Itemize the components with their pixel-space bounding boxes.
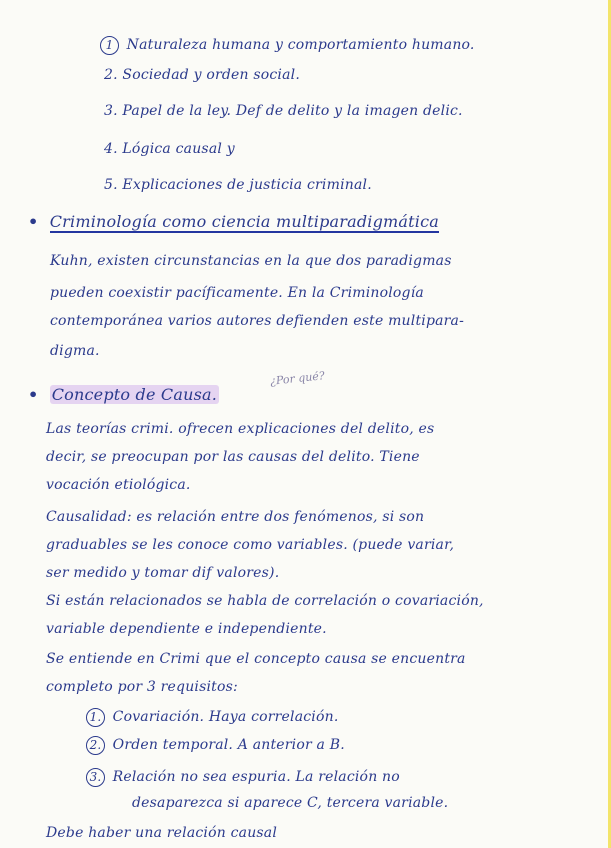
section1-line-1: Kuhn, existen circunstancias en la que dos paradigmas (50, 253, 452, 269)
list1-num: 3. (104, 103, 118, 119)
list2-item-3 (86, 768, 400, 787)
section2-heading-row (28, 386, 219, 404)
list2-item-3-continued: desaparezca si aparece C, tercera variable. (132, 795, 449, 811)
margin-note: ¿Por qué? (269, 369, 326, 388)
list2-num: 3. (86, 768, 105, 787)
section2-line-8: variable dependiente e independiente. (46, 621, 327, 637)
list1-text: Explicaciones de justicia criminal. (122, 177, 372, 193)
section2-line-10: completo por 3 requisitos: (46, 679, 238, 695)
section2-heading: Concepto de Causa. (51, 385, 218, 404)
bullet-icon: • (28, 385, 39, 404)
list1-num: 1 (100, 36, 119, 55)
list2-num: 2. (86, 736, 105, 755)
section2-line-2: decir, se preocupan por las causas del delito. Tiene (46, 449, 420, 465)
list2-text: Covariación. Haya correlación. (112, 709, 339, 725)
section2-line-4: Causalidad: es relación entre dos fenómenos, si son (46, 509, 425, 525)
section1-line-2: pueden coexistir pacíficamente. En la Criminología (50, 285, 424, 301)
list1-num: 4. (104, 141, 118, 157)
final-line: Debe haber una relación causal (46, 825, 278, 841)
section2-line-7: Si están relacionados se habla de correlación o covariación, (46, 593, 484, 609)
section1-heading-row (28, 213, 439, 231)
section2-line-1: Las teorías crimi. ofrecen explicaciones del delito, es (46, 421, 435, 437)
list1-text: Naturaleza humana y comportamiento humano. (126, 37, 475, 53)
list1-item-1 (100, 36, 475, 55)
list1-text: Sociedad y orden social. (122, 67, 300, 83)
section2-line-9: Se entiende en Crimi que el concepto causa se encuentra (46, 651, 466, 667)
list1-text: Lógica causal y (122, 141, 235, 157)
list1-item-4 (104, 140, 235, 158)
list1-num: 5. (104, 177, 118, 193)
list1-num: 2. (104, 67, 118, 83)
list2-num: 1. (86, 708, 105, 727)
list2-text: Relación no sea espuria. La relación no (112, 769, 400, 785)
section2-line-5: graduables se les conoce como variables. (puede variar, (46, 537, 455, 553)
list1-item-3 (104, 102, 463, 120)
section2-line-3: vocación etiológica. (46, 477, 191, 493)
list1-item-2 (104, 66, 300, 84)
list1-item-5 (104, 176, 372, 194)
list2-item-2 (86, 736, 345, 755)
section1-heading: Criminología como ciencia multiparadigmática (49, 212, 440, 231)
section2-line-6: ser medido y tomar dif valores). (46, 565, 280, 581)
list2-item-1 (86, 708, 338, 727)
section1-line-4: digma. (50, 343, 100, 359)
section1-line-3: contemporánea varios autores defienden este multipara- (50, 313, 465, 329)
bullet-icon: • (28, 212, 39, 231)
list1-text: Papel de la ley. Def de delito y la imagen delic. (122, 103, 463, 119)
list2-text: Orden temporal. A anterior a B. (112, 737, 345, 753)
